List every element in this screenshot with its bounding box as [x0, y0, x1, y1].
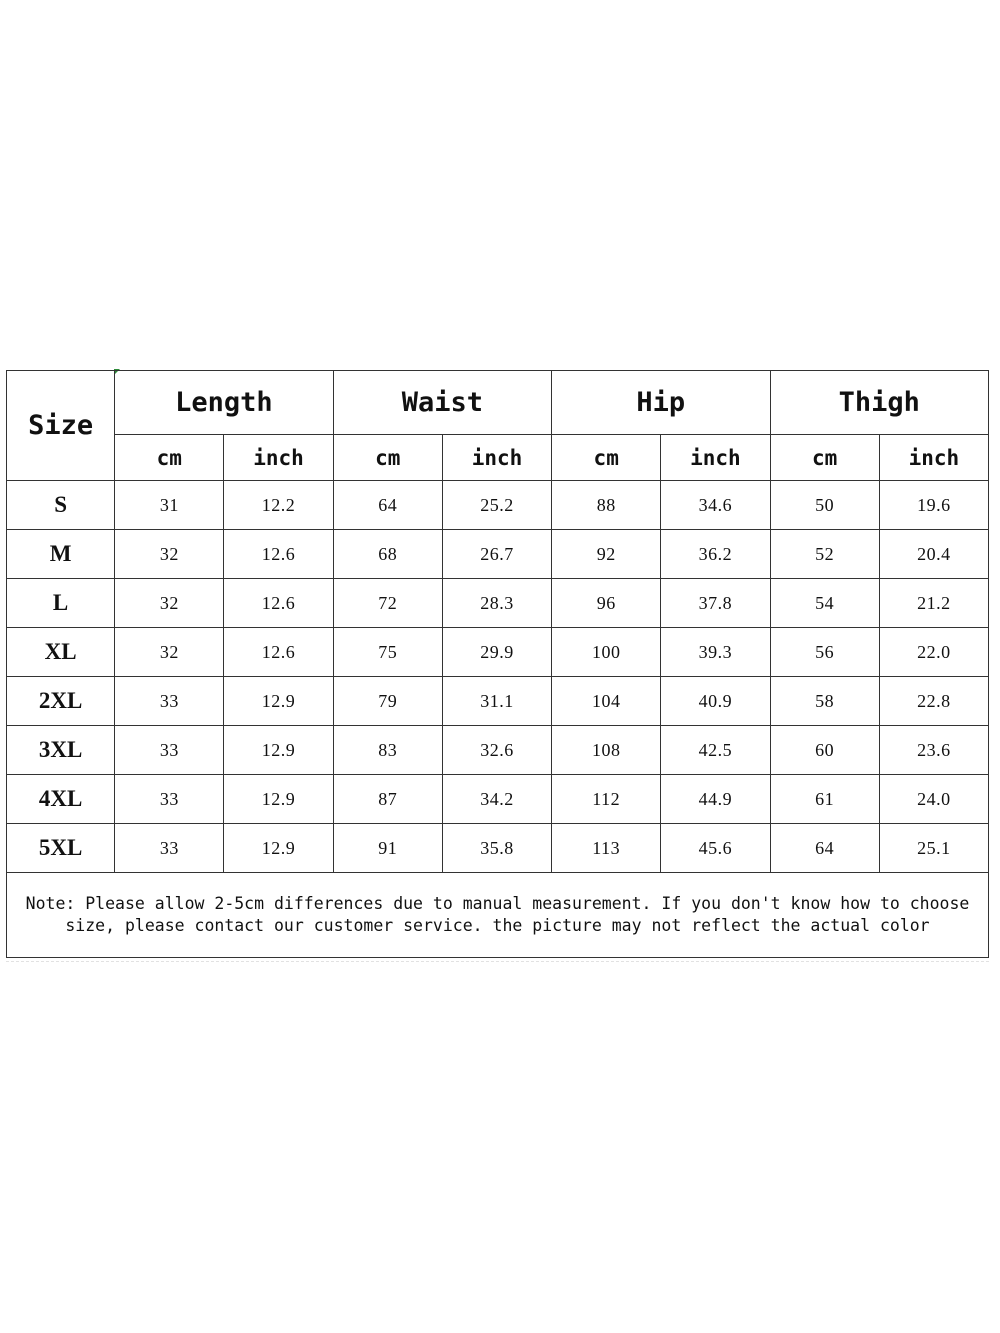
unit-header: inch	[661, 435, 770, 481]
measurement-cell: 19.6	[879, 481, 988, 530]
measurement-cell: 31.1	[442, 677, 551, 726]
measurement-cell: 79	[333, 677, 442, 726]
size-label: S	[7, 481, 115, 530]
measurement-cell: 112	[552, 775, 661, 824]
unit-header: inch	[224, 435, 333, 481]
measurement-cell: 22.0	[879, 628, 988, 677]
measurement-cell: 83	[333, 726, 442, 775]
measurement-cell: 42.5	[661, 726, 770, 775]
table-row	[7, 628, 989, 677]
measurement-cell: 23.6	[879, 726, 988, 775]
measurement-cell: 26.7	[442, 530, 551, 579]
measurement-cell: 22.8	[879, 677, 988, 726]
measurement-cell: 21.2	[879, 579, 988, 628]
measurement-cell: 39.3	[661, 628, 770, 677]
note-line-2: size, please contact our customer service. the picture may not reflect the actual color	[65, 916, 930, 935]
table-row	[7, 726, 989, 775]
note-text	[7, 873, 989, 958]
size-header: Size	[7, 371, 115, 481]
size-label: 4XL	[7, 775, 115, 824]
unit-header: inch	[879, 435, 988, 481]
measurement-cell: 54	[770, 579, 879, 628]
measurement-cell: 12.6	[224, 579, 333, 628]
measurement-cell: 33	[115, 726, 224, 775]
size-label: 5XL	[7, 824, 115, 873]
measurement-cell: 37.8	[661, 579, 770, 628]
unit-header: cm	[333, 435, 442, 481]
header-length: Length	[115, 371, 333, 435]
measurement-cell: 87	[333, 775, 442, 824]
measurement-cell: 34.6	[661, 481, 770, 530]
measurement-cell: 68	[333, 530, 442, 579]
size-chart	[6, 370, 989, 958]
unit-header: cm	[552, 435, 661, 481]
size-label: 3XL	[7, 726, 115, 775]
measurement-cell: 32	[115, 628, 224, 677]
measurement-cell: 25.2	[442, 481, 551, 530]
measurement-cell: 32.6	[442, 726, 551, 775]
measurement-cell: 20.4	[879, 530, 988, 579]
measurement-cell: 104	[552, 677, 661, 726]
table-row	[7, 677, 989, 726]
header-row-groups	[7, 371, 989, 435]
measurement-cell: 44.9	[661, 775, 770, 824]
measurement-cell: 32	[115, 530, 224, 579]
measurement-cell: 88	[552, 481, 661, 530]
table-body	[7, 371, 989, 958]
measurement-cell: 33	[115, 824, 224, 873]
table-row	[7, 530, 989, 579]
size-table	[6, 370, 989, 958]
measurement-cell: 12.2	[224, 481, 333, 530]
measurement-cell: 52	[770, 530, 879, 579]
header-hip: Hip	[552, 371, 770, 435]
measurement-cell: 25.1	[879, 824, 988, 873]
measurement-cell: 40.9	[661, 677, 770, 726]
faint-gridline	[6, 961, 989, 962]
measurement-cell: 64	[770, 824, 879, 873]
note-line-1: Note: Please allow 2-5cm differences due to manual measurement. If you don't know how to choose	[25, 894, 970, 913]
measurement-cell: 36.2	[661, 530, 770, 579]
measurement-cell: 61	[770, 775, 879, 824]
table-row	[7, 481, 989, 530]
measurement-cell: 45.6	[661, 824, 770, 873]
measurement-cell: 34.2	[442, 775, 551, 824]
measurement-cell: 58	[770, 677, 879, 726]
table-row	[7, 824, 989, 873]
header-row-units	[7, 435, 989, 481]
measurement-cell: 12.6	[224, 530, 333, 579]
table-row	[7, 775, 989, 824]
measurement-cell: 31	[115, 481, 224, 530]
note-row	[7, 873, 989, 958]
measurement-cell: 72	[333, 579, 442, 628]
measurement-cell: 64	[333, 481, 442, 530]
measurement-cell: 60	[770, 726, 879, 775]
measurement-cell: 100	[552, 628, 661, 677]
measurement-cell: 28.3	[442, 579, 551, 628]
measurement-cell: 32	[115, 579, 224, 628]
header-thigh: Thigh	[770, 371, 988, 435]
size-label: XL	[7, 628, 115, 677]
measurement-cell: 29.9	[442, 628, 551, 677]
measurement-cell: 12.9	[224, 677, 333, 726]
measurement-cell: 12.9	[224, 775, 333, 824]
unit-header: cm	[770, 435, 879, 481]
size-label: L	[7, 579, 115, 628]
header-waist: Waist	[333, 371, 551, 435]
table-row	[7, 579, 989, 628]
measurement-cell: 50	[770, 481, 879, 530]
measurement-cell: 12.6	[224, 628, 333, 677]
measurement-cell: 12.9	[224, 726, 333, 775]
measurement-cell: 24.0	[879, 775, 988, 824]
measurement-cell: 12.9	[224, 824, 333, 873]
measurement-cell: 113	[552, 824, 661, 873]
unit-header: inch	[442, 435, 551, 481]
measurement-cell: 96	[552, 579, 661, 628]
measurement-cell: 108	[552, 726, 661, 775]
measurement-cell: 91	[333, 824, 442, 873]
measurement-cell: 35.8	[442, 824, 551, 873]
measurement-cell: 75	[333, 628, 442, 677]
measurement-cell: 33	[115, 677, 224, 726]
size-label: 2XL	[7, 677, 115, 726]
size-label: M	[7, 530, 115, 579]
measurement-cell: 56	[770, 628, 879, 677]
measurement-cell: 92	[552, 530, 661, 579]
measurement-cell: 33	[115, 775, 224, 824]
unit-header: cm	[115, 435, 224, 481]
